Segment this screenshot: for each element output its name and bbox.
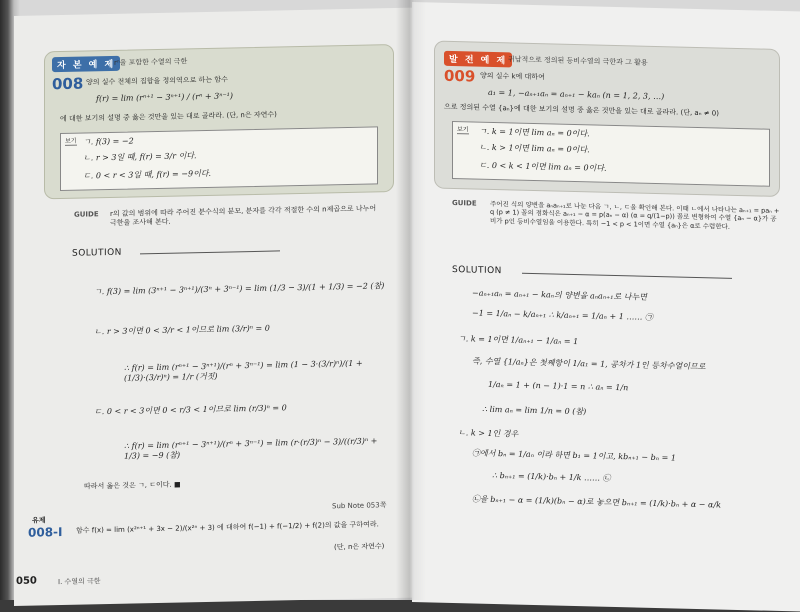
solution-line: ∴ f(r) = lim (rⁿ⁺¹ − 3ⁿ⁺¹)/(rⁿ + 3ⁿ⁻¹) = lim (1 − 3·(3/r)ⁿ)/(1 + (1/3)·(3/r)ⁿ) = 1/r (거짓) [124,358,363,383]
solution-line: −aₙ₊₁aₙ = aₙ₊₁ − kaₙ의 양변을 aₙaₙ₊₁로 나누면 [472,288,647,302]
solution-line: ㄱ. k = 1이면 1/aₙ₊₁ − 1/aₙ = 1 [458,334,579,347]
solution-rule [522,273,732,279]
bogi-label: 보기 [457,126,469,134]
bogi-box [60,126,378,191]
yuje-condition: (단, n은 자연수) [334,542,385,552]
solution-line: ㉠에서 bₙ = 1/aₙ 이라 하면 b₁ = 1이고, kbₙ₊₁ − bₙ = 1 [472,448,676,463]
solution-line: ㄴ. k > 1인 경우 [458,428,519,439]
example-question: 에 대한 보기의 설명 중 옳은 것만을 있는 대로 골라라. (단, n은 자연수) [60,110,277,124]
right-page [412,2,800,612]
bogi-item: ㄱ. f(3) = −2 [83,136,134,147]
yuje-question: 함수 f(x) = lim (x²ⁿ⁺¹ + 3x − 2)/(x²ⁿ + 3) 에 대하여 f(−1) + f(−1/2) + f(2)의 값을 구하여라. [76,520,379,535]
example-stem: 양의 실수 k에 대하여 [480,71,545,82]
chapter-footer: I. 수열의 극한 [58,577,101,587]
guide-label: GUIDE [452,198,477,208]
yuje-number: 008-Ⅰ [28,524,63,540]
bogi-item: ㄴ. r > 3일 때, f(r) = 3/r 이다. [83,151,197,163]
solution-line: ∴ lim aₙ = lim 1/n = 0 (참) [482,404,587,417]
solution-line: ㉡을 bₙ₊₁ − α = (1/k)(bₙ − α)로 놓으면 bₙ₊₁ = (1/k)·bₙ + α − α/k [472,494,722,510]
example-number: 008 [52,74,84,94]
yuje-label: 유제 [32,516,46,525]
guide-text: r의 값의 범위에 따라 주어진 분수식의 분모, 분자를 각각 적절한 수의 n제곱으로 나누어 극한을 조사해 본다. [110,204,377,228]
guide-text: 주어진 식의 양변을 aₙaₙ₊₁로 나눈 다음 ㄱ, ㄴ, ㄷ을 확인해 본다. 이때 ㄴ에서 나타나는 aₙ₊₁ = paₙ + q (p ≠ 1) 꼴의 점화식은 aₙ₊₁ − α = p(aₙ − α) (α = q/(1−p)) 꼴로 변형하여 수열 {aₙ − α}가 공비가 p인 등비수열임을 이용한다. 특히 −1 < p < 1이면 수열 {aₙ}은 α로 수렴한다. [490,199,780,231]
solution-line: ㄷ. 0 < r < 3이면 0 < r/3 < 1이므로 lim (r/3)ⁿ = 0 [94,403,287,417]
bogi-label: 보기 [65,137,77,145]
example-definition: a₁ = 1, −aₙ₊₁aₙ = aₙ₊₁ − kaₙ (n = 1, 2, 3, …) [488,87,665,102]
bogi-item: ㄷ. 0 < k < 1이면 lim aₙ = 0이다. [479,160,607,173]
example-tag: 자 본 예 제 [52,56,120,72]
example-topic: 귀납적으로 정의된 등비수열의 극한과 그 활용 [508,55,648,67]
example-topic: rⁿ을 포함한 수열의 극한 [114,57,188,67]
solution-line: −1 = 1/aₙ − k/aₙ₊₁ ∴ k/aₙ₊₁ = 1/aₙ + 1 …… ㉠ [472,308,653,322]
bogi-item: ㄷ. 0 < r < 3일 때, f(r) = −9이다. [83,168,212,181]
example-question: 으로 정의된 수열 {aₙ}에 대한 보기의 설명 중 옳은 것만을 있는 대로 골라라. (단, aₙ ≠ 0) [444,102,719,118]
solution-label: SOLUTION [452,264,502,277]
bogi-item: ㄱ. k = 1이면 lim aₙ = 0이다. [479,126,590,139]
sub-note: Sub Note 053쪽 [332,501,387,511]
solution-line: 즉, 수열 {1/aₙ}은 첫째항이 1/a₁ = 1, 공차가 1인 등차수열이므로 [472,356,706,372]
solution-rule [140,250,280,254]
solution-line: 1/aₙ = 1 + (n − 1)·1 = n ∴ aₙ = 1/n [488,379,629,393]
bogi-item: ㄴ. k > 1이면 lim aₙ = 0이다. [479,142,590,155]
solution-line: ∴ f(r) = lim (rⁿ⁺¹ − 3ⁿ⁺¹)/(rⁿ + 3ⁿ⁻¹) = lim (r·(r/3)ⁿ − 3)/((r/3)ⁿ + 1/3) = −9 (참) [124,436,378,461]
example-number: 009 [444,66,476,86]
example-stem: 양의 실수 전체의 집합을 정의역으로 하는 함수 [86,75,228,87]
left-page [14,8,414,606]
solution-line: ㄴ. r > 3이면 0 < 3/r < 1이므로 lim (3/r)ⁿ = 0 [94,323,270,337]
page-number: 050 [16,575,37,587]
solution-conclusion: 따라서 옳은 것은 ㄱ, ㄷ이다. ■ [84,480,181,491]
book-gutter [396,0,426,600]
bogi-box [452,121,770,187]
example-tag: 발 전 예 제 [444,51,512,68]
example-definition: f(r) = lim (rⁿ⁺¹ − 3ⁿ⁺¹) / (rⁿ + 3ⁿ⁻¹) [96,91,233,104]
solution-label: SOLUTION [72,247,122,259]
solution-line: ㄱ. f(3) = lim (3ⁿ⁺¹ − 3ⁿ⁺¹)/(3ⁿ + 3ⁿ⁻¹) = lim (1/3 − 3)/(1 + 1/3) = −2 (참) [94,281,385,297]
guide-label: GUIDE [74,210,99,219]
solution-line: ∴ bₙ₊₁ = (1/k)·bₙ + 1/k …… ㉡ [492,470,611,483]
